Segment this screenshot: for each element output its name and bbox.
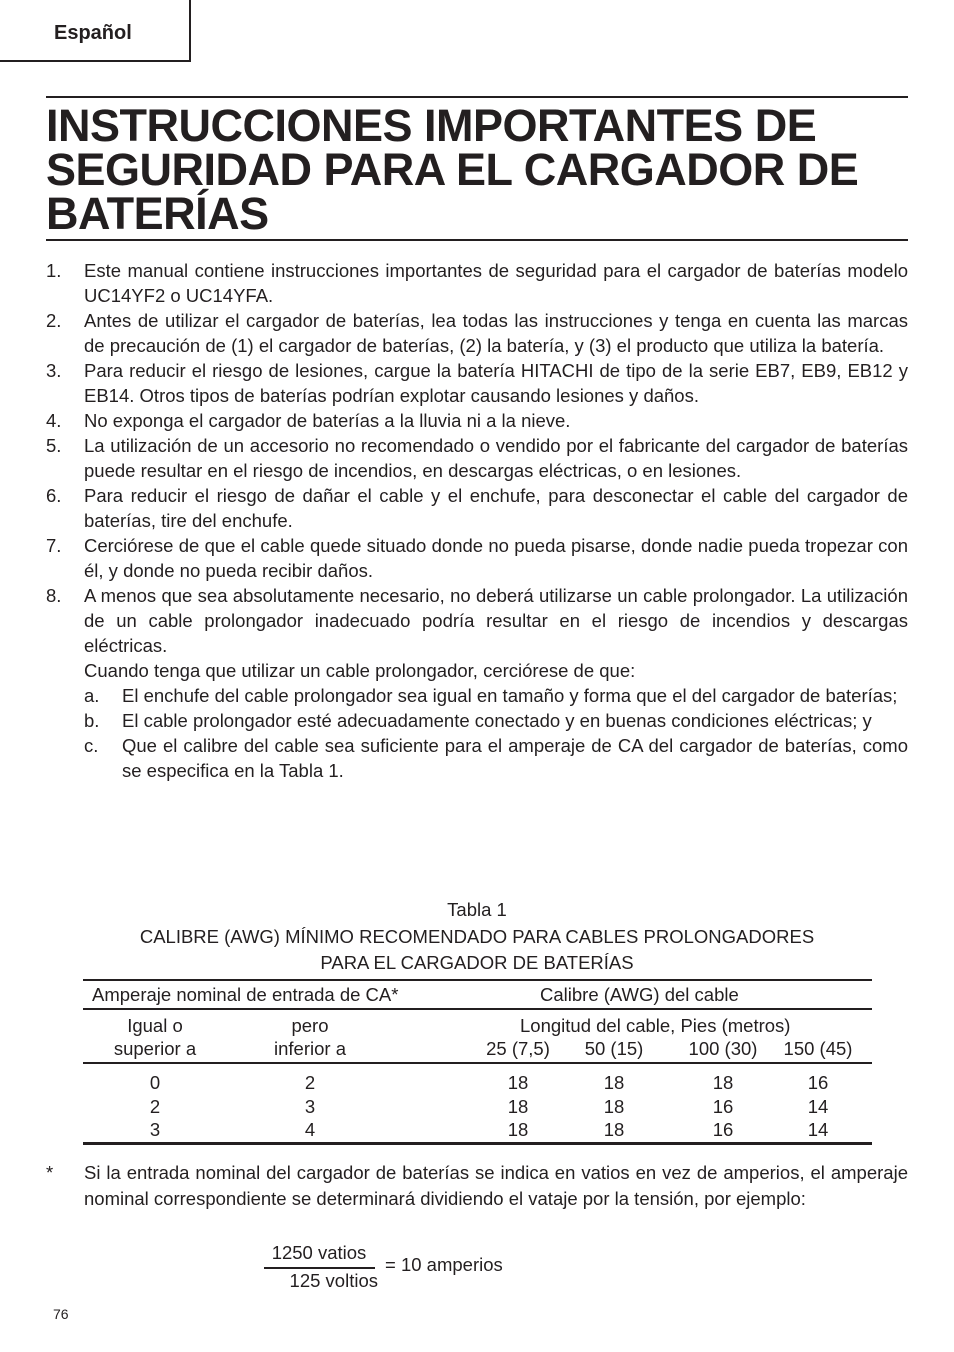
page-title: INSTRUCCIONES IMPORTANTES DE SEGURIDAD PARA EL CARGADOR DE BATERÍAS xyxy=(46,100,859,239)
sub-item-text: El cable prolongador esté adecuadamente conectado y en buenas condiciones eléctricas; y xyxy=(122,710,872,731)
col-length-25: 25 (7,5) xyxy=(486,1038,550,1059)
table-title-line2: PARA EL CARGADOR DE BATERÍAS xyxy=(320,952,634,973)
table-cell: 3 xyxy=(149,1119,161,1140)
footnote-text: Si la entrada nominal del cargador de baterías se indica en vatios en vez de amperios, el amperaje nominal correspondiente se determinará dividiendo el vataje por la tensión, por ejemplo: xyxy=(84,1162,908,1209)
item-text: No exponga el cargador de baterías a la lluvia ni a la nieve. xyxy=(84,410,571,431)
title-bottom-rule xyxy=(46,239,908,241)
table-cell: 0 xyxy=(149,1072,161,1093)
language-label: Español xyxy=(54,22,132,44)
item-text: Antes de utilizar el cargador de baterías, lea todas las instrucciones y tenga en cuenta las marcas de precaución de (1) el cargador de baterías, (2) la batería, y (3) el producto que utiliza la batería. xyxy=(84,310,908,356)
item-text: Este manual contiene instrucciones importantes de seguridad para el cargador de baterías modelo UC14YF2 o UC14YFA. xyxy=(84,260,908,306)
sub-item-letter: b. xyxy=(84,710,100,731)
col-length-150: 150 (45) xyxy=(783,1038,853,1059)
item-number: 5. xyxy=(46,435,62,456)
table-cell: 14 xyxy=(807,1096,829,1117)
item-text: Cerciórese de que el cable quede situado donde no pueda pisarse, donde nadie pueda tropezar con él, y donde no pueda recibir daños. xyxy=(84,535,908,581)
list-item xyxy=(46,408,908,433)
table-cell: 2 xyxy=(304,1072,316,1093)
list-item xyxy=(46,258,908,308)
sub-item xyxy=(84,708,908,733)
table-top-rule xyxy=(83,979,872,981)
col-max-label-2: inferior a xyxy=(274,1038,346,1059)
item-extra-text: Cuando tenga que utilizar un cable prolongador, cerciórese de que: xyxy=(84,660,636,681)
item-number: 7. xyxy=(46,535,62,556)
table-cell: 18 xyxy=(507,1096,529,1117)
table-cell: 3 xyxy=(304,1096,316,1117)
table-head-left: Amperaje nominal de entrada de CA* xyxy=(92,984,399,1005)
formula-numerator: 1250 vatios xyxy=(271,1242,367,1263)
list-item xyxy=(46,533,908,583)
table-cell: 2 xyxy=(149,1096,161,1117)
footnote xyxy=(46,1160,908,1212)
list-item xyxy=(46,358,908,408)
item-number: 4. xyxy=(46,410,62,431)
table-cell: 18 xyxy=(603,1096,625,1117)
sub-item-letter: c. xyxy=(84,735,99,756)
formula-result: = 10 amperios xyxy=(385,1254,503,1275)
col-length-100: 100 (30) xyxy=(688,1038,758,1059)
table-cell: 18 xyxy=(603,1072,625,1093)
table-cell: 18 xyxy=(507,1119,529,1140)
footnote-mark: * xyxy=(46,1162,54,1183)
table-cell: 4 xyxy=(304,1119,316,1140)
item-text: Para reducir el riesgo de lesiones, cargue la batería HITACHI de tipo de la serie EB7, EB9, EB12 y EB14. Otros tipos de baterías podrían explotar causando lesiones y daños. xyxy=(84,360,908,406)
table-cell: 18 xyxy=(507,1072,529,1093)
formula-denominator: 125 voltios xyxy=(289,1270,378,1291)
col-min-label: Igual o xyxy=(127,1015,183,1036)
col-length-label: Longitud del cable, Pies (metros) xyxy=(520,1015,791,1036)
list-item xyxy=(46,583,908,783)
item-text: A menos que sea absolutamente necesario, no deberá utilizarse un cable prolongador. La utilización de un cable prolongador inadecuado podría resultar en el riesgo de incendios y descargas eléctricas. xyxy=(84,585,908,656)
col-min-label-2: superior a xyxy=(113,1038,197,1059)
table-subhead-rule xyxy=(83,1062,872,1064)
list-item xyxy=(46,483,908,533)
list-item xyxy=(46,433,908,483)
item-text: La utilización de un accesorio no recomendado o vendido por el fabricante del cargador de baterías puede resultar en el riesgo de incendios, en descargas eléctricas, o en lesiones. xyxy=(84,435,908,481)
item-number: 3. xyxy=(46,360,62,381)
col-max-label: pero xyxy=(291,1015,329,1036)
instruction-list xyxy=(46,258,908,783)
sub-item-text: El enchufe del cable prolongador sea igual en tamaño y forma que el del cargador de baterías; xyxy=(122,685,898,706)
item-number: 8. xyxy=(46,585,62,606)
formula-fraction-bar xyxy=(264,1267,375,1269)
item-number: 6. xyxy=(46,485,62,506)
table-cell: 14 xyxy=(807,1119,829,1140)
language-tab xyxy=(0,0,191,62)
table-head-rule xyxy=(83,1008,872,1010)
table-cell: 18 xyxy=(603,1119,625,1140)
sub-item-text: Que el calibre del cable sea suficiente para el amperaje de CA del cargador de baterías, como se especifica en la Tabla 1. xyxy=(122,735,908,781)
table-head-right: Calibre (AWG) del cable xyxy=(540,984,739,1005)
table-cell: 16 xyxy=(807,1072,829,1093)
table-bottom-rule xyxy=(83,1142,872,1145)
title-top-rule xyxy=(46,96,908,98)
table-title-line1: CALIBRE (AWG) MÍNIMO RECOMENDADO PARA CABLES PROLONGADORES xyxy=(139,926,815,947)
table-cell: 18 xyxy=(712,1072,734,1093)
sub-item-letter: a. xyxy=(84,685,100,706)
item-text: Para reducir el riesgo de dañar el cable y el enchufe, para desconectar el cable del cargador de baterías, tire del enchufe. xyxy=(84,485,908,531)
item-number: 1. xyxy=(46,260,62,281)
table-cell: 16 xyxy=(712,1119,734,1140)
col-length-50: 50 (15) xyxy=(584,1038,644,1059)
table-caption: Tabla 1 xyxy=(447,899,507,920)
page-number: 76 xyxy=(53,1306,69,1322)
sub-item xyxy=(84,733,908,783)
table-cell: 16 xyxy=(712,1096,734,1117)
sub-item xyxy=(84,683,908,708)
list-item xyxy=(46,308,908,358)
item-number: 2. xyxy=(46,310,62,331)
